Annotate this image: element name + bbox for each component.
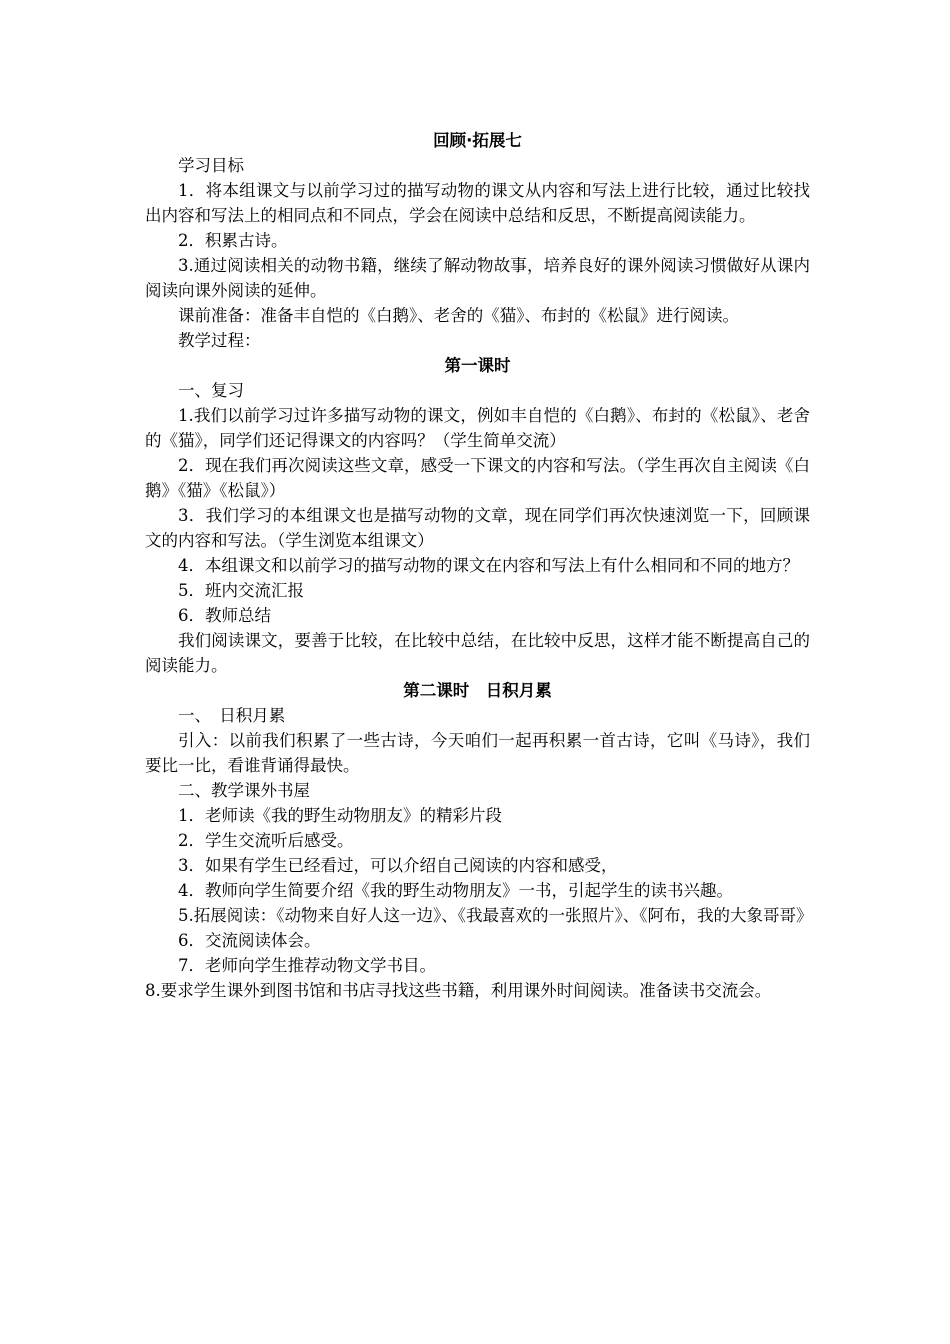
lesson-2-item-4: 4．教师向学生简要介绍《我的野生动物朋友》一书，引起学生的读书兴趣。: [178, 881, 733, 900]
lesson-2-item-6: 6．交流阅读体会。: [178, 931, 321, 950]
lesson-2-section-2: 二、教学课外书屋: [178, 781, 310, 800]
lesson-2-item-3: 3．如果有学生已经看过，可以介绍自己阅读的内容和感受，: [178, 856, 618, 875]
document-title: 回顾·拓展七: [433, 131, 522, 150]
goal-item-3: 3.通过阅读相关的动物书籍，继续了解动物故事，培养良好的课外阅读习惯做好从课内阅读向课外阅读的延伸。: [145, 256, 810, 300]
lesson-1-item-4: 4．本组课文和以前学习的描写动物的课文在内容和写法上有什么相同和不同的地方？: [178, 556, 799, 575]
lesson-2-item-8: 8.要求学生课外到图书馆和书店寻找这些书籍，利用课外时间阅读。准备读书交流会。: [145, 981, 772, 1000]
lesson-2-intro: 引入：以前我们积累了一些古诗，今天咱们一起再积累一首古诗，它叫《马诗》，我们要比一比，看谁背诵得最快。: [145, 731, 810, 775]
goal-item-1: 1．将本组课文与以前学习过的描写动物的课文从内容和写法上进行比较，通过比较找出内容和写法上的相同点和不同点，学会在阅读中总结和反思，不断提高阅读能力。: [145, 181, 810, 225]
lesson-2-section-1: 一、 日积月累: [178, 706, 286, 725]
goal-item-2: 2．积累古诗。: [178, 231, 288, 250]
lesson-2-item-5: 5.拓展阅读：《动物来自好人这一边》、《我最喜欢的一张照片》、《阿布，我的大象哥哥》: [178, 906, 813, 925]
lesson-1-item-1: 1.我们以前学习过许多描写动物的课文，例如丰自恺的《白鹅》、布封的《松鼠》、老舍的《猫》，同学们还记得课文的内容吗？（学生简单交流）: [145, 406, 810, 450]
lesson-1-title: 第一课时: [444, 356, 511, 375]
lesson-2-title: 第二课时 日积月累: [403, 681, 552, 700]
lesson-2-item-7: 7．老师向学生推荐动物文学书目。: [178, 956, 436, 975]
lesson-1-item-5: 5．班内交流汇报: [178, 581, 304, 600]
lesson-2-item-2: 2．学生交流听后感受。: [178, 831, 354, 850]
lesson-1-summary: 我们阅读课文，要善于比较，在比较中总结，在比较中反思，这样才能不断提高自己的阅读能力。: [145, 631, 810, 675]
lesson-1-item-6: 6．教师总结: [178, 606, 271, 625]
document-page: [145, 128, 813, 1003]
lesson-1-section-1: 一、复习: [178, 381, 244, 400]
goals-heading: 学习目标: [178, 156, 244, 175]
lesson-2-item-1: 1．老师读《我的野生动物朋友》的精彩片段: [178, 806, 502, 825]
process-heading: 教学过程：: [178, 331, 261, 350]
preparation-text: 课前准备：准备丰自恺的《白鹅》、老舍的《猫》、布封的《松鼠》进行阅读。: [178, 306, 739, 325]
lesson-1-item-3: 3．我们学习的本组课文也是描写动物的文章，现在同学们再次快速浏览一下，回顾课文的内容和写法。（学生浏览本组课文）: [145, 506, 810, 550]
lesson-1-item-2: 2．现在我们再次阅读这些文章，感受一下课文的内容和写法。（学生再次自主阅读《白鹅》《猫》《松鼠》）: [145, 456, 810, 500]
